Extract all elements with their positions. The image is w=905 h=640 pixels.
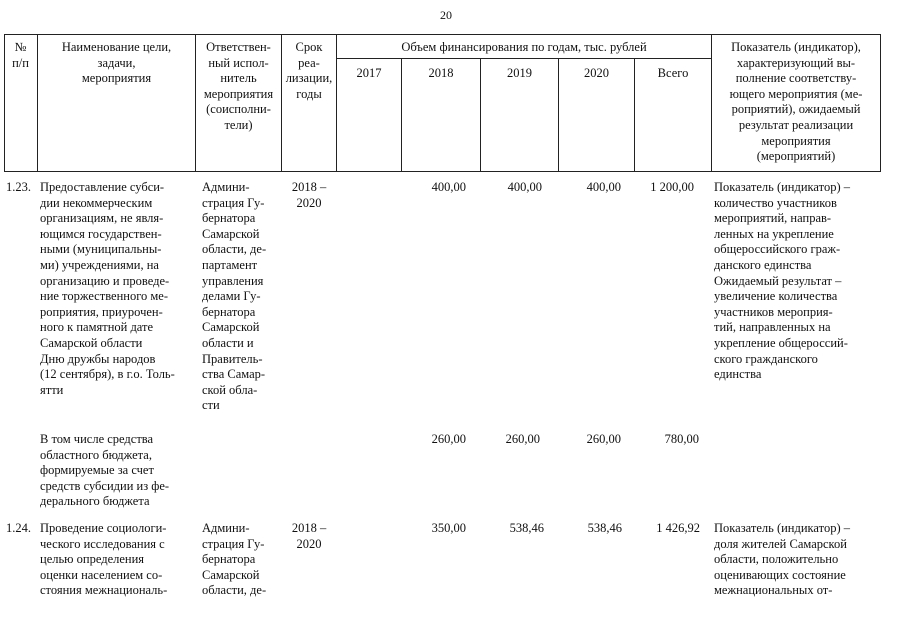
- table-right-border: [880, 34, 881, 172]
- row-2020: 538,46: [587, 521, 622, 535]
- row-name: В том числе средства областного бюджета, формируемые за счет средств субсидии из фе- дерального бюджета: [40, 432, 170, 509]
- row-number: 1.24.: [6, 521, 31, 535]
- row-indicator: Показатель (индикатор) – доля жителей Самарской области, положительно оценивающих состояние межнациональных от-: [714, 521, 850, 598]
- row-2020: 400,00: [586, 180, 621, 194]
- row-executor: Админи- страция Гу- бернатора Самарской области, де- партамент управления делами Гу- бернатора Самарской области и Правитель- ства Самар- ской обла- сти: [202, 180, 267, 413]
- header-name: Наименование цели, задачи, мероприятия: [61, 40, 172, 86]
- row-2018: 350,00: [431, 521, 466, 535]
- row-name: Предоставление субси- дии некоммерческим организациям, не явля- ющимся государствен- ными (муниципальны- ми) учреждениями, на организацию и проведе- ние торжественного ме- роприятия, приурочен- ного к памятной дате Самарской области Дню дружбы народов (12 сентября), в г.о. Толь- ятти: [40, 180, 175, 397]
- row-2018: 400,00: [431, 180, 466, 194]
- header-year-2017: 2017: [356, 66, 382, 80]
- row-2019: 260,00: [505, 432, 540, 446]
- row-2019: 400,00: [507, 180, 542, 194]
- header-year-2018: 2018: [428, 66, 454, 80]
- row-2020: 260,00: [586, 432, 621, 446]
- years-separator: [336, 58, 711, 59]
- row-name: Проведение социологи- ческого исследования с целью определения оценки населением со- стояния межнациональ-: [40, 521, 168, 598]
- header-bottom-border: [4, 171, 880, 172]
- row-2018: 260,00: [431, 432, 466, 446]
- header-total: Всего: [657, 66, 689, 80]
- row-total: 780,00: [664, 432, 699, 446]
- header-year-2020: 2020: [584, 66, 609, 80]
- row-number: 1.23.: [6, 180, 31, 194]
- row-total: 1 200,00: [650, 180, 694, 194]
- row-2019: 538,46: [509, 521, 544, 535]
- row-total: 1 426,92: [656, 521, 700, 535]
- header-num: № п/п: [12, 40, 29, 70]
- row-term: 2018 – 2020: [291, 521, 327, 551]
- table-top-border: [4, 34, 880, 35]
- header-year-2019: 2019: [507, 66, 532, 80]
- header-funding: Объем финансирования по годам, тыс. рублей: [401, 40, 647, 54]
- row-term: 2018 – 2020: [291, 180, 327, 210]
- header-indicator: Показатель (индикатор), характеризующий вы- полнение соответству- ющего мероприятия (ме- роприятий), ожидаемый результат реализации мероприятия (мероприятий): [729, 40, 863, 164]
- page-number: 20: [440, 8, 452, 22]
- row-indicator: Показатель (индикатор) – количество участников мероприятий, направ- ленных на укрепление общероссийского граж- данского единства Ожидаемый результат – увеличение количества участников мероприя- тий, направленных на укрепление общероссий- ского гражданского единства: [714, 180, 850, 382]
- header-executor: Ответствен- ный испол- нитель мероприятия (соисполни- тели): [203, 40, 274, 132]
- header-term: Срок реа- лизации, годы: [285, 40, 333, 101]
- row-executor: Админи- страция Гу- бернатора Самарской области, де-: [202, 521, 267, 598]
